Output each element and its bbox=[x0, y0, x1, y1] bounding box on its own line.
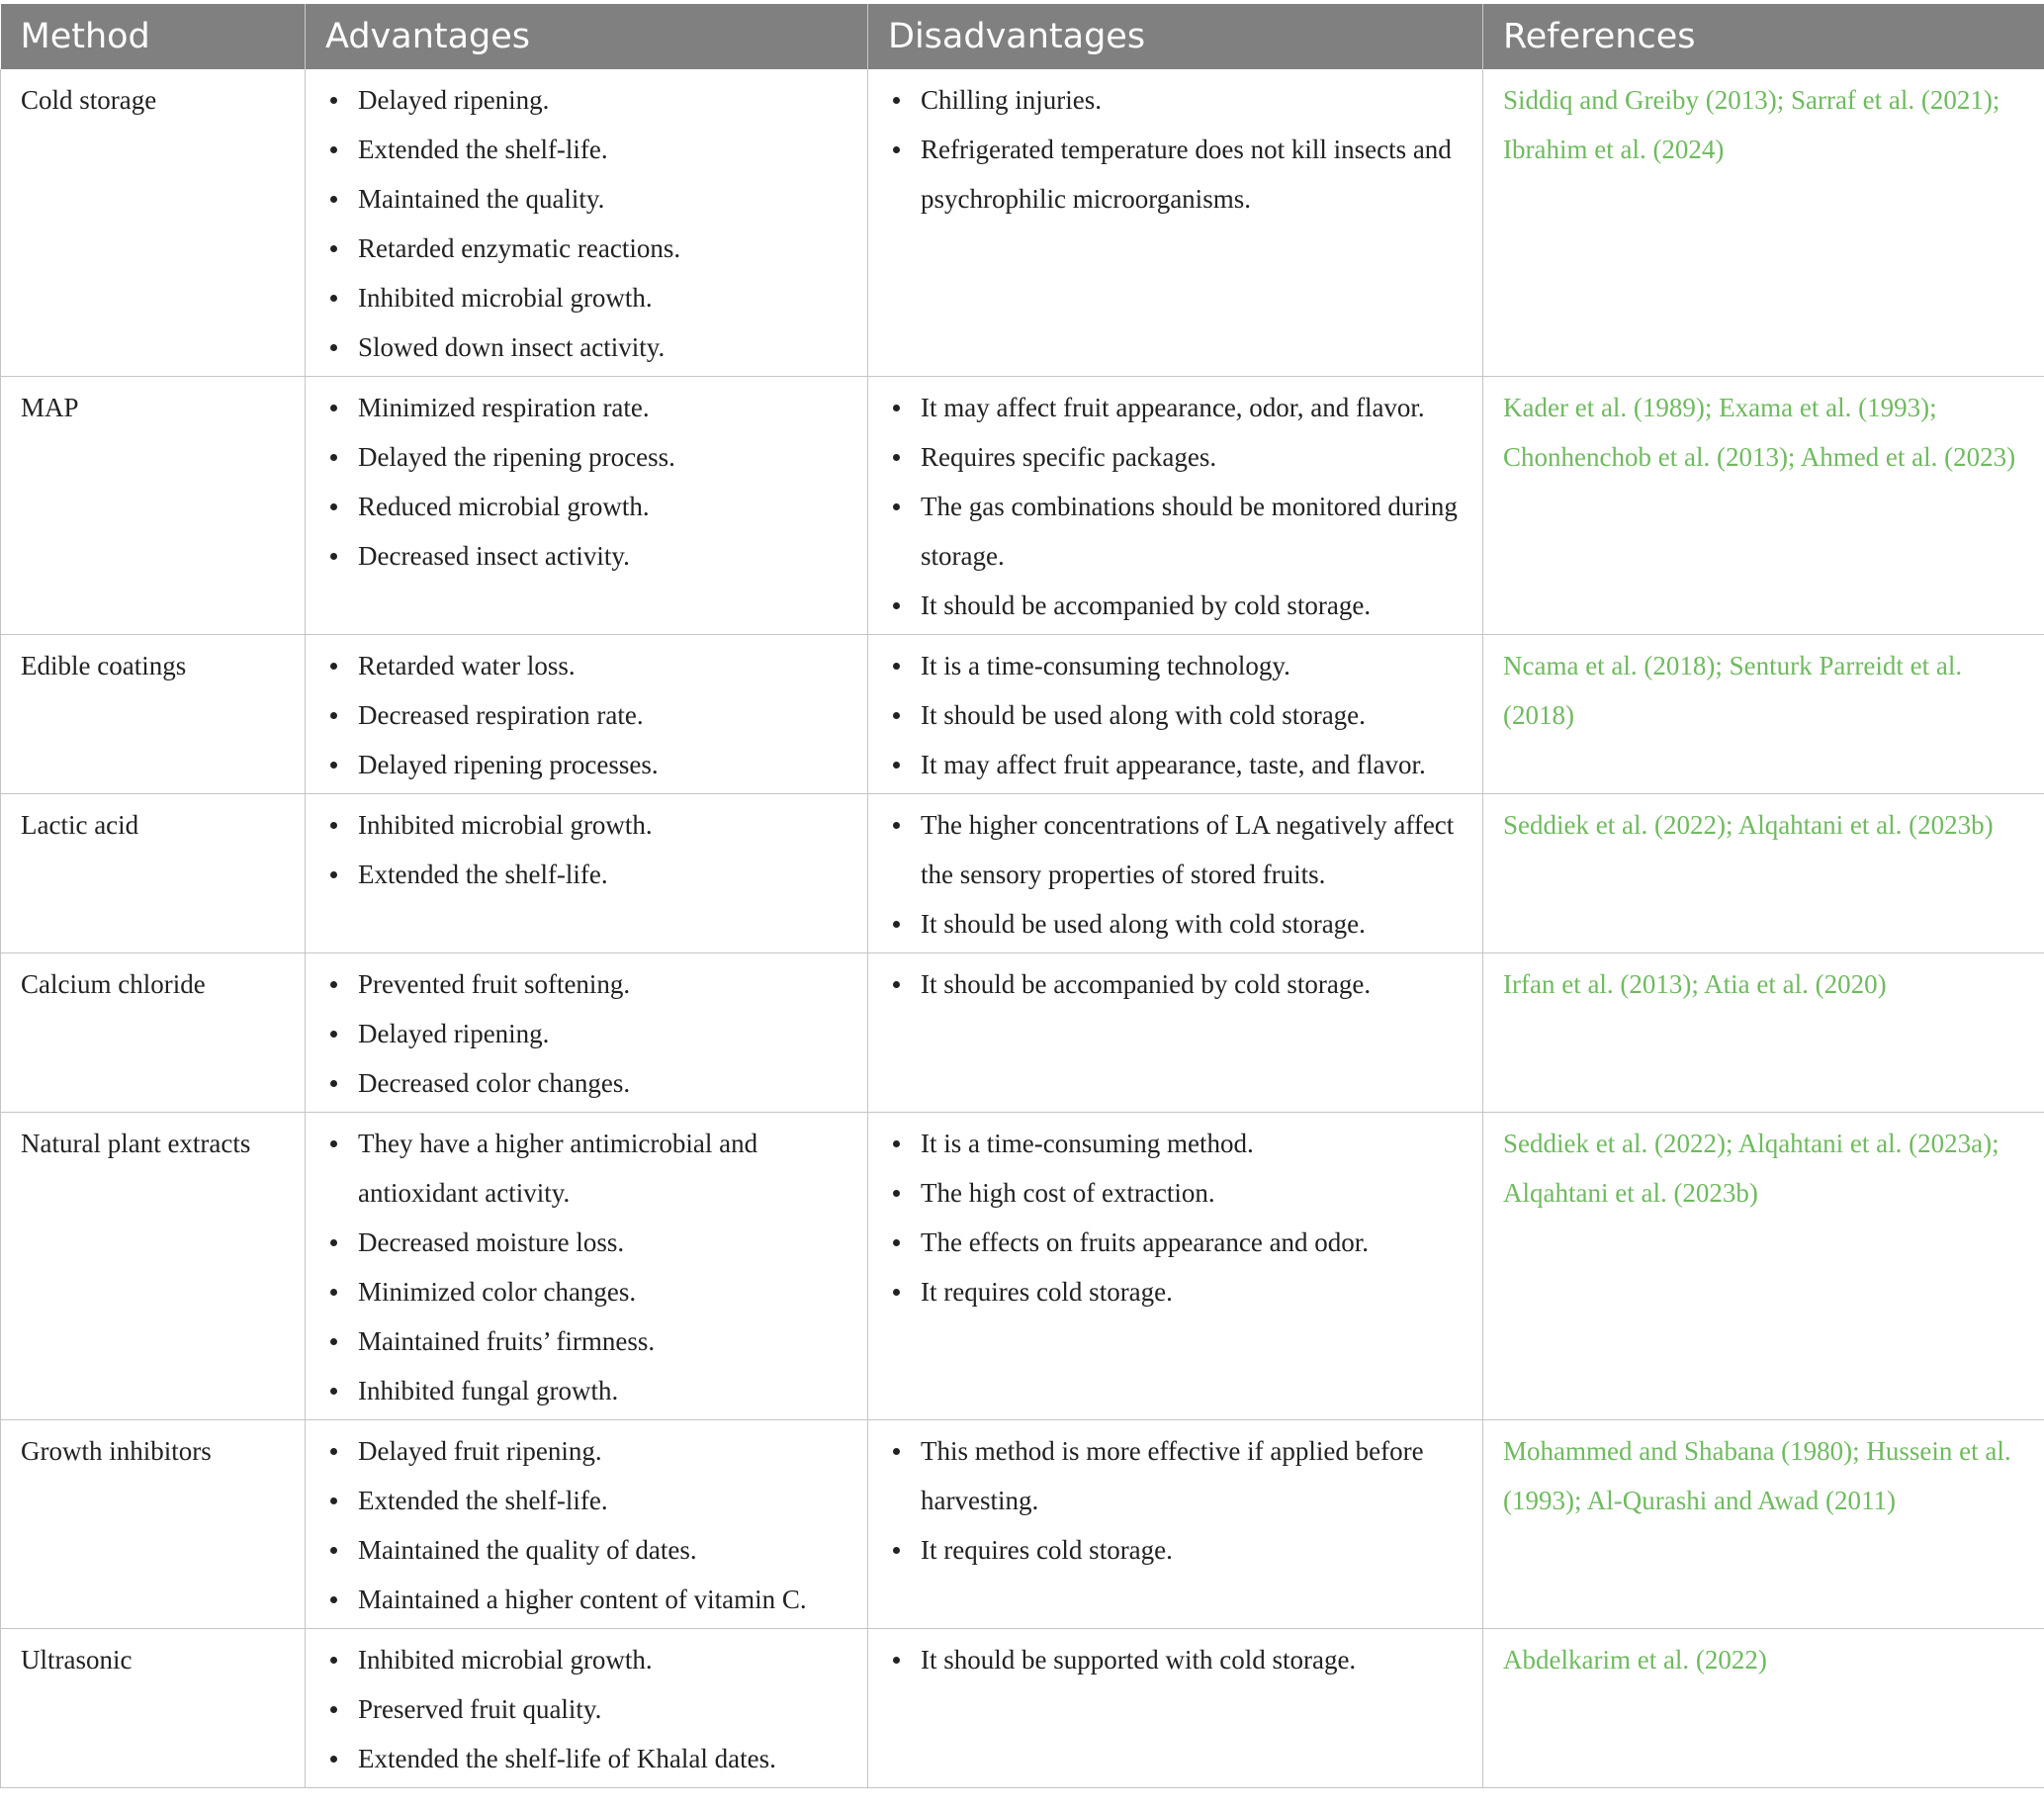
header-advantages: Advantages bbox=[306, 4, 868, 69]
advantages-cell bbox=[306, 69, 868, 377]
advantages-list bbox=[325, 1635, 847, 1783]
advantages-cell bbox=[306, 1629, 868, 1788]
table-body bbox=[1, 69, 2044, 1788]
advantage-item: Delayed the ripening process. bbox=[358, 432, 847, 482]
disadvantage-item: This method is more effective if applied before harvesting. bbox=[921, 1426, 1463, 1525]
disadvantage-item: The high cost of extraction. bbox=[921, 1168, 1463, 1218]
disadvantages-list bbox=[888, 800, 1463, 949]
table-row bbox=[1, 1629, 2044, 1788]
advantage-item: Inhibited fungal growth. bbox=[358, 1366, 847, 1415]
advantage-item: Retarded enzymatic reactions. bbox=[358, 224, 847, 273]
advantage-item: Decreased insect activity. bbox=[358, 531, 847, 581]
advantage-item: Prevented fruit softening. bbox=[358, 959, 847, 1009]
disadvantages-cell bbox=[868, 377, 1483, 635]
disadvantage-item: It should be used along with cold storage. bbox=[921, 690, 1463, 740]
references-link[interactable]: Irfan et al. (2013); Atia et al. (2020) bbox=[1483, 953, 2044, 1113]
advantage-item: Retarded water loss. bbox=[358, 641, 847, 690]
advantages-cell bbox=[306, 635, 868, 794]
advantage-item: Reduced microbial growth. bbox=[358, 482, 847, 531]
advantage-item: Decreased respiration rate. bbox=[358, 690, 847, 740]
references-link[interactable]: Kader et al. (1989); Exama et al. (1993); Chonhenchob et al. (2013); Ahmed et al. (2023) bbox=[1483, 377, 2044, 635]
references-link[interactable]: Seddiek et al. (2022); Alqahtani et al. (2023b) bbox=[1483, 794, 2044, 953]
advantages-list bbox=[325, 959, 847, 1108]
disadvantages-cell bbox=[868, 953, 1483, 1113]
table-row bbox=[1, 377, 2044, 635]
disadvantage-item: It is a time-consuming technology. bbox=[921, 641, 1463, 690]
table-row bbox=[1, 794, 2044, 953]
advantages-cell bbox=[306, 953, 868, 1113]
disadvantage-item: It may affect fruit appearance, odor, and flavor. bbox=[921, 383, 1463, 432]
advantage-item: Inhibited microbial growth. bbox=[358, 273, 847, 322]
advantage-item: Delayed ripening processes. bbox=[358, 740, 847, 789]
advantage-item: Decreased moisture loss. bbox=[358, 1218, 847, 1267]
advantage-item: Inhibited microbial growth. bbox=[358, 1635, 847, 1684]
advantage-item: They have a higher antimicrobial and antioxidant activity. bbox=[358, 1119, 847, 1218]
table-row bbox=[1, 1420, 2044, 1629]
disadvantages-cell bbox=[868, 1113, 1483, 1420]
disadvantages-cell bbox=[868, 69, 1483, 377]
method-cell: MAP bbox=[1, 377, 306, 635]
disadvantages-cell bbox=[868, 635, 1483, 794]
disadvantages-cell bbox=[868, 1420, 1483, 1629]
disadvantages-list bbox=[888, 383, 1463, 630]
header-row bbox=[1, 4, 2044, 69]
disadvantages-list bbox=[888, 1635, 1463, 1684]
disadvantage-item: It should be accompanied by cold storage. bbox=[921, 959, 1463, 1009]
advantage-item: Slowed down insect activity. bbox=[358, 322, 847, 372]
advantage-item: Maintained the quality of dates. bbox=[358, 1525, 847, 1575]
advantage-item: Maintained a higher content of vitamin C. bbox=[358, 1575, 847, 1624]
disadvantages-list bbox=[888, 1426, 1463, 1575]
header-method: Method bbox=[1, 4, 306, 69]
table-row bbox=[1, 953, 2044, 1113]
advantage-item: Inhibited microbial growth. bbox=[358, 800, 847, 850]
disadvantage-item: It requires cold storage. bbox=[921, 1267, 1463, 1316]
references-link[interactable]: Seddiek et al. (2022); Alqahtani et al. (2023a); Alqahtani et al. (2023b) bbox=[1483, 1113, 2044, 1420]
header-disadvantages: Disadvantages bbox=[868, 4, 1483, 69]
advantage-item: Extended the shelf-life of Khalal dates. bbox=[358, 1734, 847, 1783]
disadvantage-item: The higher concentrations of LA negatively affect the sensory properties of stored fruits. bbox=[921, 800, 1463, 899]
disadvantage-item: Refrigerated temperature does not kill insects and psychrophilic microorganisms. bbox=[921, 125, 1463, 224]
method-cell: Natural plant extracts bbox=[1, 1113, 306, 1420]
method-cell: Ultrasonic bbox=[1, 1629, 306, 1788]
advantages-list bbox=[325, 800, 847, 899]
disadvantage-item: Chilling injuries. bbox=[921, 75, 1463, 125]
method-cell: Calcium chloride bbox=[1, 953, 306, 1113]
advantages-cell bbox=[306, 1113, 868, 1420]
advantages-list bbox=[325, 383, 847, 581]
header-references: References bbox=[1483, 4, 2044, 69]
advantage-item: Decreased color changes. bbox=[358, 1058, 847, 1108]
method-cell: Cold storage bbox=[1, 69, 306, 377]
preservation-methods-table bbox=[0, 4, 2044, 1788]
advantage-item: Delayed ripening. bbox=[358, 75, 847, 125]
disadvantage-item: It may affect fruit appearance, taste, and flavor. bbox=[921, 740, 1463, 789]
advantages-list bbox=[325, 75, 847, 372]
advantages-list bbox=[325, 641, 847, 789]
disadvantage-item: It should be used along with cold storage. bbox=[921, 899, 1463, 949]
references-link[interactable]: Siddiq and Greiby (2013); Sarraf et al. (2021); Ibrahim et al. (2024) bbox=[1483, 69, 2044, 377]
references-link[interactable]: Mohammed and Shabana (1980); Hussein et al. (1993); Al-Qurashi and Awad (2011) bbox=[1483, 1420, 2044, 1629]
disadvantages-cell bbox=[868, 794, 1483, 953]
methods-table-container bbox=[0, 4, 2044, 1788]
method-cell: Lactic acid bbox=[1, 794, 306, 953]
method-cell: Growth inhibitors bbox=[1, 1420, 306, 1629]
advantage-item: Extended the shelf-life. bbox=[358, 1476, 847, 1525]
disadvantages-cell bbox=[868, 1629, 1483, 1788]
disadvantage-item: The gas combinations should be monitored during storage. bbox=[921, 482, 1463, 581]
advantages-cell bbox=[306, 794, 868, 953]
disadvantage-item: It should be accompanied by cold storage. bbox=[921, 581, 1463, 630]
advantages-cell bbox=[306, 377, 868, 635]
disadvantage-item: It should be supported with cold storage. bbox=[921, 1635, 1463, 1684]
references-link[interactable]: Ncama et al. (2018); Senturk Parreidt et al. (2018) bbox=[1483, 635, 2044, 794]
advantages-list bbox=[325, 1426, 847, 1624]
advantage-item: Delayed ripening. bbox=[358, 1009, 847, 1058]
table-row bbox=[1, 1113, 2044, 1420]
advantage-item: Extended the shelf-life. bbox=[358, 850, 847, 899]
advantage-item: Maintained fruits’ firmness. bbox=[358, 1316, 847, 1366]
advantage-item: Preserved fruit quality. bbox=[358, 1684, 847, 1734]
advantage-item: Minimized respiration rate. bbox=[358, 383, 847, 432]
disadvantage-item: It requires cold storage. bbox=[921, 1525, 1463, 1575]
table-row bbox=[1, 69, 2044, 377]
disadvantage-item: Requires specific packages. bbox=[921, 432, 1463, 482]
disadvantages-list bbox=[888, 641, 1463, 789]
advantage-item: Extended the shelf-life. bbox=[358, 125, 847, 174]
disadvantages-list bbox=[888, 75, 1463, 224]
table-header bbox=[1, 4, 2044, 69]
advantage-item: Minimized color changes. bbox=[358, 1267, 847, 1316]
advantage-item: Delayed fruit ripening. bbox=[358, 1426, 847, 1476]
table-row bbox=[1, 635, 2044, 794]
references-link[interactable]: Abdelkarim et al. (2022) bbox=[1483, 1629, 2044, 1788]
advantages-list bbox=[325, 1119, 847, 1415]
disadvantages-list bbox=[888, 1119, 1463, 1316]
advantage-item: Maintained the quality. bbox=[358, 174, 847, 224]
disadvantage-item: The effects on fruits appearance and odor. bbox=[921, 1218, 1463, 1267]
disadvantages-list bbox=[888, 959, 1463, 1009]
advantages-cell bbox=[306, 1420, 868, 1629]
disadvantage-item: It is a time-consuming method. bbox=[921, 1119, 1463, 1168]
method-cell: Edible coatings bbox=[1, 635, 306, 794]
